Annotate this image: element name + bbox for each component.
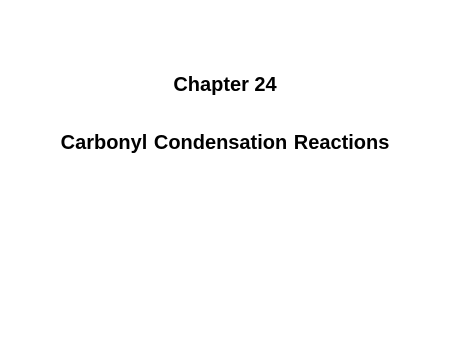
chapter-heading: Chapter 24 [173, 74, 277, 96]
slide-title: Carbonyl Condensation Reactions [60, 132, 390, 154]
